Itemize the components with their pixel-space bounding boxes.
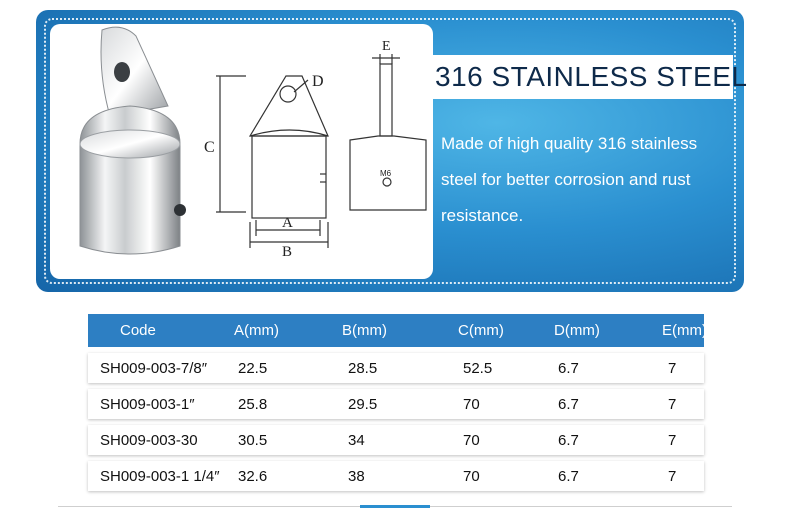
cell-e: 7: [668, 467, 677, 485]
table-row: [88, 389, 704, 419]
cell-a: 25.8: [238, 395, 268, 413]
cell-b: 34: [348, 431, 365, 449]
headline: 316 STAINLESS STEEL: [433, 55, 733, 99]
cell-code: SH009-003-7/8″: [100, 359, 208, 377]
header-a: A(mm): [234, 322, 279, 339]
cell-c: 70: [463, 395, 480, 413]
dim-label-c: C: [204, 139, 215, 156]
dim-label-a: A: [282, 215, 293, 231]
header-code: Code: [120, 322, 156, 339]
cell-b: 28.5: [348, 359, 378, 377]
cell-a: 22.5: [238, 359, 268, 377]
header-b: B(mm): [342, 322, 387, 339]
header-d: D(mm): [554, 322, 600, 339]
header-c: C(mm): [458, 322, 504, 339]
cell-d: 6.7: [558, 431, 579, 449]
cell-b: 38: [348, 467, 365, 485]
cell-d: 6.7: [558, 395, 579, 413]
cell-c: 70: [463, 467, 480, 485]
cell-code: SH009-003-1″: [100, 395, 195, 413]
dim-label-e: E: [382, 39, 391, 54]
description: Made of high quality 316 stainless steel for better corrosion and rust resistance.: [441, 134, 698, 225]
front-view-drawing: [216, 76, 328, 248]
cell-a: 32.6: [238, 467, 268, 485]
cell-e: 7: [668, 395, 677, 413]
dim-label-d: D: [312, 73, 324, 90]
dim-label-b: B: [282, 244, 293, 260]
spec-table: [88, 314, 707, 491]
cell-a: 30.5: [238, 431, 268, 449]
product-photo: [80, 27, 186, 254]
dim-label-m6: M6: [380, 169, 392, 178]
cell-e: 7: [668, 359, 677, 377]
table-row: [88, 461, 704, 491]
table-row: [88, 353, 704, 383]
cell-code: SH009-003-30: [100, 431, 198, 449]
product-diagram: [50, 24, 433, 279]
bottom-accent-bar: [360, 505, 430, 508]
cell-d: 6.7: [558, 467, 579, 485]
side-view-drawing: [350, 54, 426, 210]
table-row: [88, 425, 704, 455]
cell-d: 6.7: [558, 359, 579, 377]
product-image-card: [50, 24, 433, 279]
cell-c: 70: [463, 431, 480, 449]
cell-e: 7: [668, 431, 677, 449]
cell-c: 52.5: [463, 359, 493, 377]
table-header: [88, 314, 707, 347]
header-e: E(mm): [662, 322, 707, 339]
cell-code: SH009-003-1 1/4″: [100, 467, 220, 485]
cell-b: 29.5: [348, 395, 378, 413]
